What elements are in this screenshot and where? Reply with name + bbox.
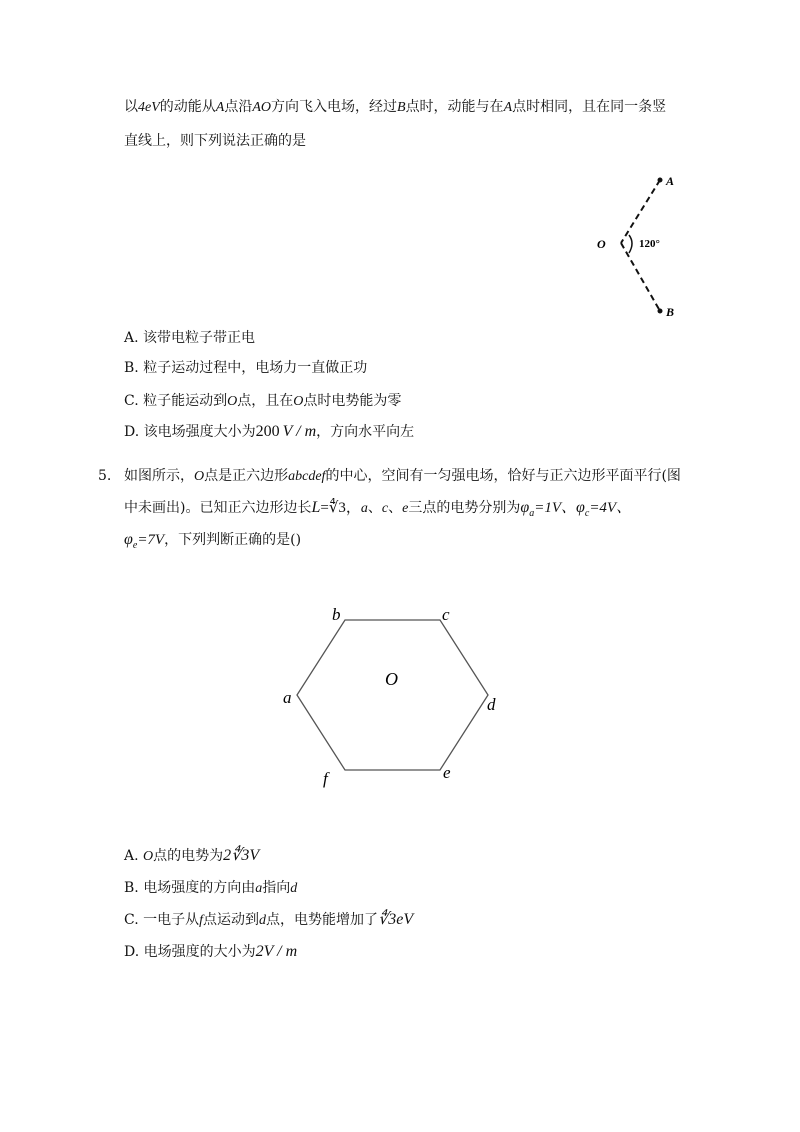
q5-stem-line-1: 如图所示，O点是正六边形abcdef的中心，空间有一匀强电场，恰好与正六边形平面平行(图 — [124, 468, 681, 484]
q5-option-c: C. 一电子从f点运动到d点，电势能增加了∜3eV — [124, 911, 414, 928]
vertex-e: e — [443, 763, 451, 782]
q5-option-b: B. 电场强度的方向由a指向d — [124, 880, 298, 896]
vertex-f: f — [323, 769, 328, 788]
vertex-d: d — [487, 695, 496, 714]
label-a: A — [666, 174, 675, 188]
hexagon — [297, 620, 488, 770]
q4-option-c: C. 粒子能运动到O点，且在O点时电势能为零 — [124, 393, 402, 409]
q5-stem-line-3: $\varphi_e=7V$，下列判断正确的是() — [124, 531, 302, 551]
label-o: O — [597, 237, 606, 251]
q5-number: 5. — [98, 468, 112, 484]
q5-stem-line-2: 中未画出)。已知正六边形边长L=∜3，a、c、e三点的电势分别为$\varphi_a=1V$、$\varphi_c=4V$、 — [124, 499, 632, 519]
vertex-a: a — [283, 688, 292, 707]
vertex-c: c — [442, 605, 450, 624]
q4-stem-line-1: 以4eV的动能从A点沿AO方向飞入电场，经过B点时，动能与在A点时相同，且在同一条竖 — [124, 99, 667, 115]
q5-option-a: A. O点的电势为2∜3V — [124, 847, 260, 864]
q4-option-b: B. 粒子运动过程中，电场力一直做正功 — [124, 360, 368, 376]
point-a — [658, 178, 663, 183]
vertex-b: b — [332, 605, 341, 624]
angle-arc — [629, 235, 632, 253]
q5-option-d: D. 电场强度的大小为2V / m — [124, 943, 298, 960]
line-oa — [621, 180, 660, 243]
label-b: B — [666, 305, 675, 319]
angle-label: 120° — [639, 238, 660, 250]
center-o: O — [385, 669, 398, 689]
point-b — [658, 309, 663, 314]
q4-option-a: A. 该带电粒子带正电 — [124, 330, 256, 346]
q4-stem-line-2: 直线上，则下列说法正确的是 — [124, 133, 306, 149]
q4-figure-angle — [585, 165, 705, 325]
q4-option-d: D. 该电场强度大小为200 V / m，方向水平向左 — [124, 423, 415, 440]
q4-energy: 4eV — [138, 100, 160, 115]
line-ob — [621, 243, 660, 311]
q5-figure-hexagon — [275, 600, 515, 800]
